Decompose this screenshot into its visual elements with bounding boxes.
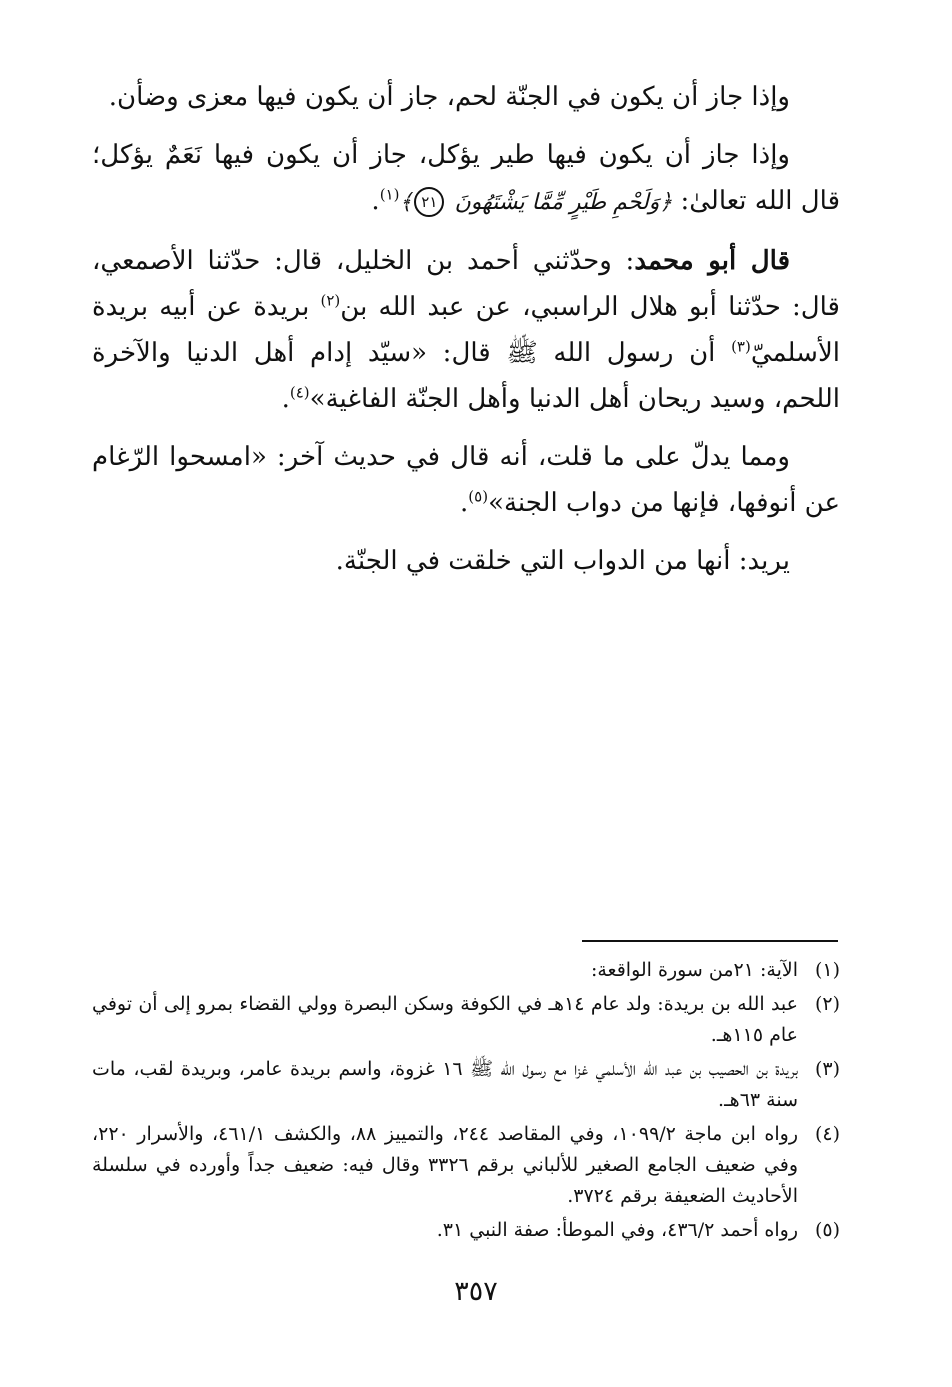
footnotes [92, 955, 840, 1249]
footnote-text: عبد الله بن بريدة: ولد عام ١٤هـ في الكوفة وسكن البصرة وولي القضاء بمرو إلى أن توفي عام ١١٥هـ. [92, 993, 799, 1046]
paragraph-4-text: ومما يدلّ على ما قلت، أنه قال في حديث آخر: «امسحوا الرّغام عن أنوفها، فإنها من دواب الجنة» [92, 442, 840, 518]
footnote-2 [92, 989, 840, 1051]
footnote-ref-1: (١) [379, 185, 400, 204]
footnote-number: (٣) [814, 1058, 840, 1080]
footnote-4 [92, 1119, 840, 1212]
footnote-number: (١) [814, 959, 840, 981]
footnote-ref-5: (٥) [468, 487, 489, 506]
paragraph-3-end: . [281, 384, 290, 414]
paragraph-3-text-b: بريدة عن أبيه بريدة الأسلميّ [92, 292, 840, 368]
footnote-text: رواه ابن ماجة ١٠٩٩/٢، وفي المقاصد ٢٤٤، والتمييز ٨٨، والكشف ٤٦١/١، والأسرار ٢٢٠، وفي ضعيف الجامع الصغير للألباني برقم ٣٣٢٦ وقال فيه: ضعيف جداً وأورده في سلسلة الأحاديث الضعيفة برقم ٣٧٢٤. [92, 1123, 798, 1207]
speaker-lead: قال أبو محمد [634, 246, 790, 276]
footnote-1 [92, 955, 840, 986]
quran-close-bracket: ﴾ [399, 190, 413, 215]
footnote-3 [92, 1054, 840, 1116]
footnote-text: رواه أحمد ٤٣٦/٢، وفي الموطأ: صفة النبي ٣١. [436, 1219, 798, 1241]
footnote-text: الآية: ٢١من سورة الواقعة: [590, 959, 798, 981]
paragraph-4 [92, 434, 840, 526]
paragraph-3-text-a: : وحدّثني أحمد بن الخليل، قال: حدّثنا الأصمعي، قال: حدّثنا أبو هلال الراسبي، عن عبد الله بن [92, 246, 840, 322]
ayah-number-marker: ٢١ [414, 187, 444, 217]
footnote-divider [582, 940, 838, 942]
page-number: ٣٥٧ [454, 1276, 498, 1307]
paragraph-2 [92, 132, 840, 226]
quran-verse: ﴿وَلَحْمِ طَيْرٍ مِّمَّا يَشْتَهُونَ [454, 190, 673, 215]
footnote-ref-3: (٣) [731, 337, 751, 356]
paragraph-3-text-c: أن رسول الله ﷺ قال: «سيّد إدام أهل الدنيا والآخرة اللحم، وسيد ريحان أهل الدنيا وأهل الجنّة الفاغية» [92, 338, 840, 414]
paragraph-3 [92, 238, 840, 422]
paragraph-2-end: . [371, 186, 380, 216]
paragraph-5 [92, 538, 840, 584]
paragraph-5-text: يريد: أنها من الدواب التي خلقت في الجنّة. [335, 546, 790, 576]
footnote-5 [92, 1215, 840, 1246]
footnote-number: (٤) [814, 1123, 840, 1145]
paragraph-1 [92, 74, 840, 120]
paragraph-1-text: وإذا جاز أن يكون في الجنّة لحم، جاز أن يكون فيها معزى وضأن. [108, 82, 790, 112]
main-text [92, 74, 840, 596]
paragraph-4-end: . [460, 488, 469, 518]
footnote-number: (٥) [814, 1219, 840, 1241]
footnote-number: (٢) [814, 993, 840, 1015]
footnote-ref-2: (٢) [320, 291, 341, 310]
footnote-text: بريدة بن الحصيب بن عبد الله الأسلمي غزا مع رسول الله ﷺ ١٦ غزوة، واسم بريدة عامر، وبريدة لقب، مات سنة ٦٣هـ. [92, 1058, 799, 1111]
footnote-ref-4: (٤) [289, 383, 310, 402]
paragraph-2-text: وإذا جاز أن يكون فيها طير يؤكل، جاز أن يكون فيها نَعَمٌ يؤكل؛ قال الله تعالىٰ: [92, 140, 840, 216]
